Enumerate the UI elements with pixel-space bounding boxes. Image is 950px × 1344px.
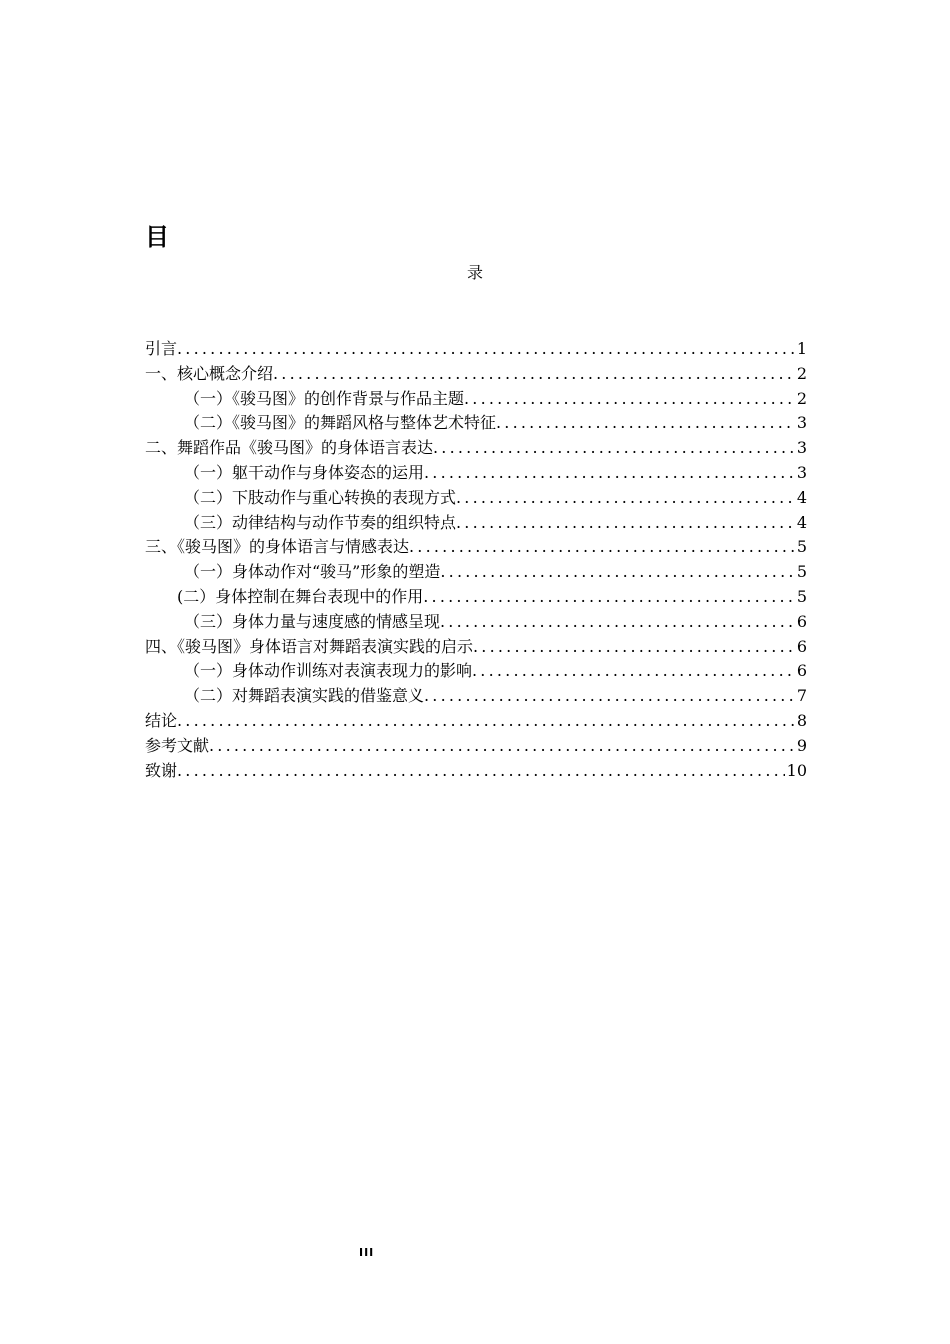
toc-entry-label: （一）躯干动作与身体姿态的运用 [184,462,425,482]
toc-entry-label: （三）动律结构与动作节奏的组织特点 [184,512,457,532]
toc-leader-dots [177,337,795,362]
toc-entry-section-3-2[interactable] [145,585,807,610]
toc-leader-dots [473,635,795,660]
toc-entry-page: 5 [796,537,807,557]
toc-entry-label: （一）身体动作对“骏马”形象的塑造 [184,562,441,582]
toc-leader-dots [424,684,795,709]
toc-entry-intro[interactable] [145,337,807,362]
toc-entry-page: 10 [786,760,807,780]
toc-entry-section-2[interactable] [145,436,807,461]
toc-entry-label: （二）下肢动作与重心转换的表现方式 [184,487,457,507]
toc-entry-acknowledgements[interactable] [145,759,807,784]
toc-entry-page: 2 [796,363,807,383]
toc-entry-label: （一）身体动作训练对表演表现力的影响 [184,661,473,681]
toc-entry-page: 5 [796,562,807,582]
toc-leader-dots [177,759,785,784]
toc-leader-dots [433,436,795,461]
toc-entry-page: 2 [796,388,807,408]
toc-entry-label: （三）身体力量与速度感的情感呈现 [184,611,441,631]
toc-entry-section-3[interactable] [145,535,807,560]
toc-entry-label: (二）身体控制在舞台表现中的作用 [177,586,424,606]
toc-entry-page: 6 [796,636,807,656]
toc-entry-label: 引言 [145,339,178,358]
toc-entry-label: 参考文献 [145,735,210,755]
toc-entry-section-1[interactable] [145,362,807,387]
toc-leader-dots [209,734,795,759]
toc-entry-section-1-1[interactable] [145,387,807,412]
toc-leader-dots [472,659,795,684]
toc-entry-section-4-2[interactable] [145,684,807,709]
toc-entry-page: 9 [796,735,807,755]
toc-entry-page: 4 [796,512,807,532]
toc-entry-page: 3 [796,438,807,458]
toc-entry-page: 1 [796,339,807,358]
toc-entry-page: 7 [796,686,807,706]
toc-heading-char-2: 录 [466,263,483,282]
toc-entry-page: 3 [796,462,807,482]
toc-entry-page: 4 [796,487,807,507]
toc-entry-label: 三、《骏马图》的身体语言与情感表达 [145,537,410,557]
toc-entry-label: 致谢 [145,760,178,780]
toc-entry-section-3-1[interactable] [145,560,807,585]
toc-entry-section-2-2[interactable] [145,486,807,511]
toc-leader-dots [440,560,794,585]
toc-leader-dots [456,486,795,511]
toc-entry-label: 二、舞蹈作品《骏马图》的身体语言表达 [145,438,434,458]
toc-entry-section-4[interactable] [145,635,807,660]
table-of-contents [145,337,807,783]
toc-entry-page: 6 [796,661,807,681]
toc-entry-label: （一）《骏马图》的创作背景与作品主题 [184,388,465,408]
toc-entry-page: 6 [796,611,807,631]
toc-leader-dots [273,362,795,387]
toc-entry-section-2-1[interactable] [145,461,807,486]
toc-leader-dots [456,511,795,536]
toc-entry-label: 结论 [145,710,178,730]
toc-leader-dots [496,411,795,436]
toc-leader-dots [423,585,795,610]
toc-entry-section-3-3[interactable] [145,610,807,635]
toc-leader-dots [177,709,795,734]
page-number: III [359,1246,375,1259]
toc-leader-dots [409,535,795,560]
toc-entry-label: 一、核心概念介绍 [145,363,274,383]
toc-leader-dots [424,461,795,486]
toc-entry-section-4-1[interactable] [145,659,807,684]
toc-entry-conclusion[interactable] [145,709,807,734]
toc-leader-dots [464,387,795,412]
toc-entry-page: 3 [796,413,807,433]
toc-entry-page: 8 [796,710,807,730]
toc-leader-dots [440,610,795,635]
toc-entry-references[interactable] [145,734,807,759]
toc-entry-label: （二）《骏马图》的舞蹈风格与整体艺术特征 [184,413,497,433]
toc-heading-char-1: 目 [145,223,169,251]
toc-entry-label: 四、《骏马图》身体语言对舞蹈表演实践的启示 [145,636,474,656]
toc-entry-page: 5 [796,586,807,606]
toc-entry-section-2-3[interactable] [145,511,807,536]
toc-entry-label: （二）对舞蹈表演实践的借鉴意义 [184,686,425,706]
toc-entry-section-1-2[interactable] [145,411,807,436]
